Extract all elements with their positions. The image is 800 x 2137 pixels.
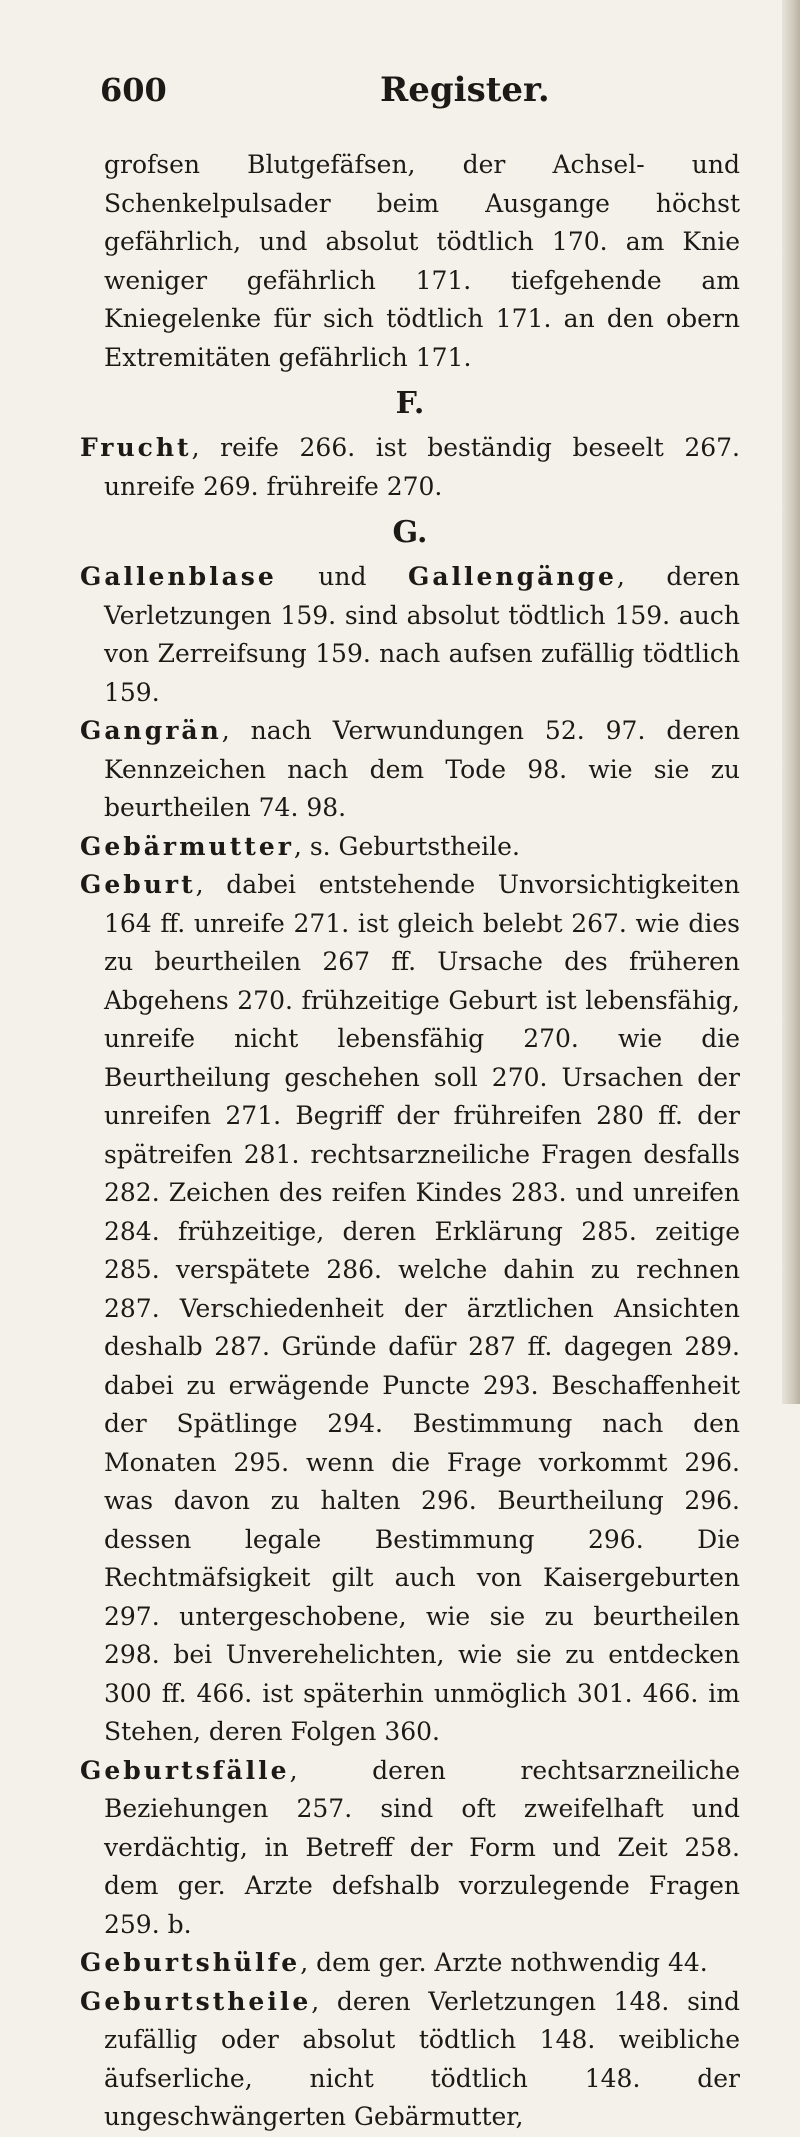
entry-geburtsfaelle xyxy=(80,1752,740,1945)
page-header xyxy=(80,70,740,120)
book-spine-edge xyxy=(782,0,800,1404)
entry-gallenblase xyxy=(80,558,740,712)
entry-text: , dabei entstehende Unvorsichtigkeiten 164 ff. unreife 271. ist gleich belebt 267. wie dies zu beurtheilen 267 ff. Ursache des früheren Abgehens 270. frühzeitige Geburt ist lebensfähig, unreife nicht lebensfähig 270. wie die Beurtheilung geschehen soll 270. Ursachen der unreifen 271. Begriff der frühreifen 280 ff. der spätreifen 281. rechtsarzneiliche Fragen desfalls 282. Zeichen des reifen Kindes 283. und unreifen 284. frühzeitige, deren Erklärung 285. zeitige 285. verspätete 286. welche dahin zu rechnen 287. Verschiedenheit der ärztlichen Ansichten deshalb 287. Gründe dafür 287 ff. dagegen 289. dabei zu erwägende Puncte 293. Beschaffenheit der Spätlinge 294. Bestimmung nach den Monaten 295. wenn die Frage vorkommt 296. was davon zu halten 296. Beurtheilung 296. dessen legale Bestimmung 296. Die Rechtmäfsigkeit gilt auch von Kaisergeburten 297. untergeschobene, wie sie zu beurtheilen 298. bei Unverehelichten, wie sie zu entdecken 300 ff. 466. ist späterhin unmöglich 301. 466. im Stehen, deren Folgen 360. xyxy=(104,870,740,1746)
entry-geburt xyxy=(80,866,740,1752)
entry-text: , deren rechtsarzneiliche Beziehungen 257. sind oft zweifelhaft und verdächtig, in Betreff der Form und Zeit 258. dem ger. Arzte defshalb vorzulegende Fragen 259. b. xyxy=(104,1755,740,1939)
continuation-entry: grofsen Blutgefäfsen, der Achsel- und Schenkelpulsader beim Ausgange höchst gefährlich, und absolut tödtlich 170. am Knie weniger gefährlich 171. tiefgehende am Kniegelenke für sich tödtlich 171. an den obern Extremitäten gefährlich 171. xyxy=(104,150,740,372)
lemma: Geburtsfälle xyxy=(80,1755,290,1785)
lemma: Geburtstheile xyxy=(80,1986,312,2016)
entry-text: , reife 266. ist beständig beseelt 267. unreife 269. frühreife 270. xyxy=(104,433,740,501)
page-number: 600 xyxy=(100,71,167,109)
entry-text-secondary: , deren Verletzungen 159. sind absolut tödtlich 159. auch von Zerreifsung 159. nach aufsen zufällig tödtlich 159. xyxy=(104,562,740,707)
letter-heading-f: F. xyxy=(395,386,425,421)
entry-text: und xyxy=(276,562,409,591)
lemma: Gangrän xyxy=(80,716,222,745)
lemma: Frucht xyxy=(80,433,192,462)
entry-geburtshuelfe xyxy=(80,1944,740,1983)
entry-geburtstheile xyxy=(80,1983,740,2137)
lemma: Gallenblase xyxy=(80,562,277,591)
entry-text: , deren Verletzungen 148. sind zufällig oder absolut tödtlich 148. weibliche äufserliche, nicht tödtlich 148. der ungeschwängerten Gebärmutter, xyxy=(104,1986,740,2131)
entry-frucht xyxy=(80,429,740,506)
lemma-secondary: Gallengänge xyxy=(408,562,617,591)
entry-text: , s. Geburtstheile. xyxy=(293,831,520,861)
letter-heading-g: G. xyxy=(392,515,428,550)
lemma: Geburtshülfe xyxy=(80,1948,301,1977)
entry-gangraen xyxy=(80,712,740,828)
lemma: Gebärmutter xyxy=(80,831,294,861)
entry-gebaermutter xyxy=(80,828,740,867)
running-title: Register. xyxy=(380,70,550,110)
entry-text: , nach Verwundungen 52. 97. deren Kennzeichen nach dem Tode 98. wie sie zu beurtheilen 74. 98. xyxy=(104,716,740,822)
lemma: Geburt xyxy=(80,870,196,899)
entry-text: , dem ger. Arzte nothwendig 44. xyxy=(300,1948,708,1977)
